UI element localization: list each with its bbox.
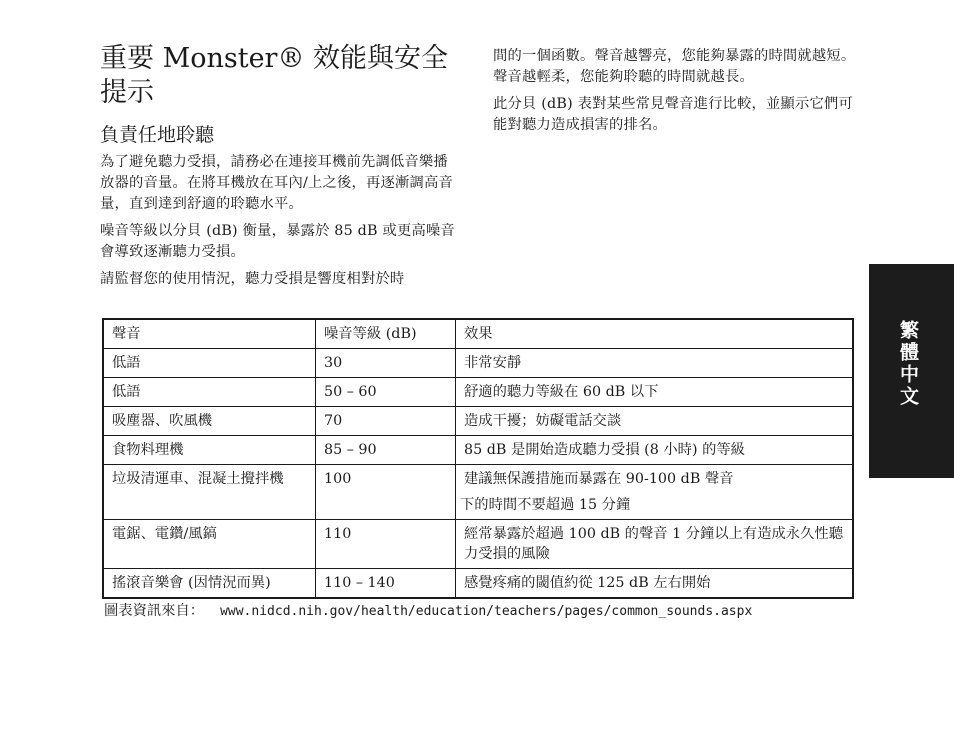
- cell-level: 30: [316, 349, 456, 378]
- language-tab: [869, 264, 954, 478]
- source-label: 圖表資訊來自：: [104, 603, 205, 619]
- table-row: [103, 349, 853, 378]
- cell-level: 110: [316, 520, 456, 569]
- cell-effect: 85 dB 是開始造成聽力受損 (8 小時) 的等級: [456, 436, 854, 465]
- page-title: 重要 Monster® 效能與安全提示: [100, 43, 449, 108]
- table-header-row: [103, 319, 853, 349]
- cell-level: 100: [316, 465, 456, 520]
- table-row: [103, 378, 853, 407]
- paragraph: 為了避免聽力受損，請務必在連接耳機前先調低音樂播放器的音量。在將耳機放在耳內/上之後，再逐漸調高音量，直到達到舒適的聆聽水平。: [100, 154, 453, 212]
- header-level: 噪音等級 (dB): [316, 319, 456, 349]
- table-row: [103, 436, 853, 465]
- cell-sound: 搖滾音樂會 (因情況而異): [103, 569, 316, 599]
- cell-level: 70: [316, 407, 456, 436]
- cell-sound: 低語: [103, 349, 316, 378]
- cell-level: 110 – 140: [316, 569, 456, 599]
- cell-effect-continued: 下的時間不要超過 15 分鐘: [460, 497, 631, 513]
- cell-effect: 非常安靜: [456, 349, 854, 378]
- cell-level: 50 – 60: [316, 378, 456, 407]
- cell-effect-text: 建議無保護措施而暴露在 90-100 dB 聲音: [464, 471, 734, 487]
- paragraph: 間的一個函數。聲音越響亮，您能夠暴露的時間就越短。聲音越輕柔，您能夠聆聽的時間就越長。: [493, 48, 856, 85]
- table-row: [103, 407, 853, 436]
- cell-level: 85 – 90: [316, 436, 456, 465]
- cell-sound: 電鋸、電鑽/風鎬: [103, 520, 316, 569]
- table-row: [103, 569, 853, 599]
- source-url: www.nidcd.nih.gov/health/education/teachers/pages/common_sounds.aspx: [220, 604, 753, 619]
- cell-effect: [456, 465, 854, 520]
- cell-effect: 感覺疼痛的閾值約從 125 dB 左右開始: [456, 569, 854, 599]
- header-sound: 聲音: [103, 319, 316, 349]
- decibel-table: [102, 318, 854, 599]
- cell-sound: 吸塵器、吹風機: [103, 407, 316, 436]
- source-note: [104, 601, 752, 622]
- header-effect: 效果: [456, 319, 854, 349]
- language-tab-label: 繁體中文: [897, 320, 919, 408]
- cell-effect: 造成干擾；妨礙電話交談: [456, 407, 854, 436]
- table-row: [103, 465, 853, 520]
- cell-effect: 舒適的聽力等級在 60 dB 以下: [456, 378, 854, 407]
- table-row: [103, 520, 853, 569]
- cell-sound: 垃圾清運車、混凝土攪拌機: [103, 465, 316, 520]
- paragraph: 此分貝 (dB) 表對某些常見聲音進行比較，並顯示它們可能對聽力造成損害的排名。: [493, 96, 854, 133]
- cell-sound: 食物料理機: [103, 436, 316, 465]
- cell-effect: 經常暴露於超過 100 dB 的聲音 1 分鐘以上有造成永久性聽力受損的風險: [456, 520, 854, 569]
- section-heading: 負責任地聆聽: [100, 124, 215, 146]
- paragraph: 請監督您的使用情況，聽力受損是響度相對於時: [100, 271, 405, 287]
- paragraph: 噪音等級以分貝 (dB) 衡量，暴露於 85 dB 或更高噪音會導致逐漸聽力受損。: [100, 223, 455, 260]
- cell-sound: 低語: [103, 378, 316, 407]
- left-column: [100, 152, 462, 296]
- right-column: [493, 46, 865, 142]
